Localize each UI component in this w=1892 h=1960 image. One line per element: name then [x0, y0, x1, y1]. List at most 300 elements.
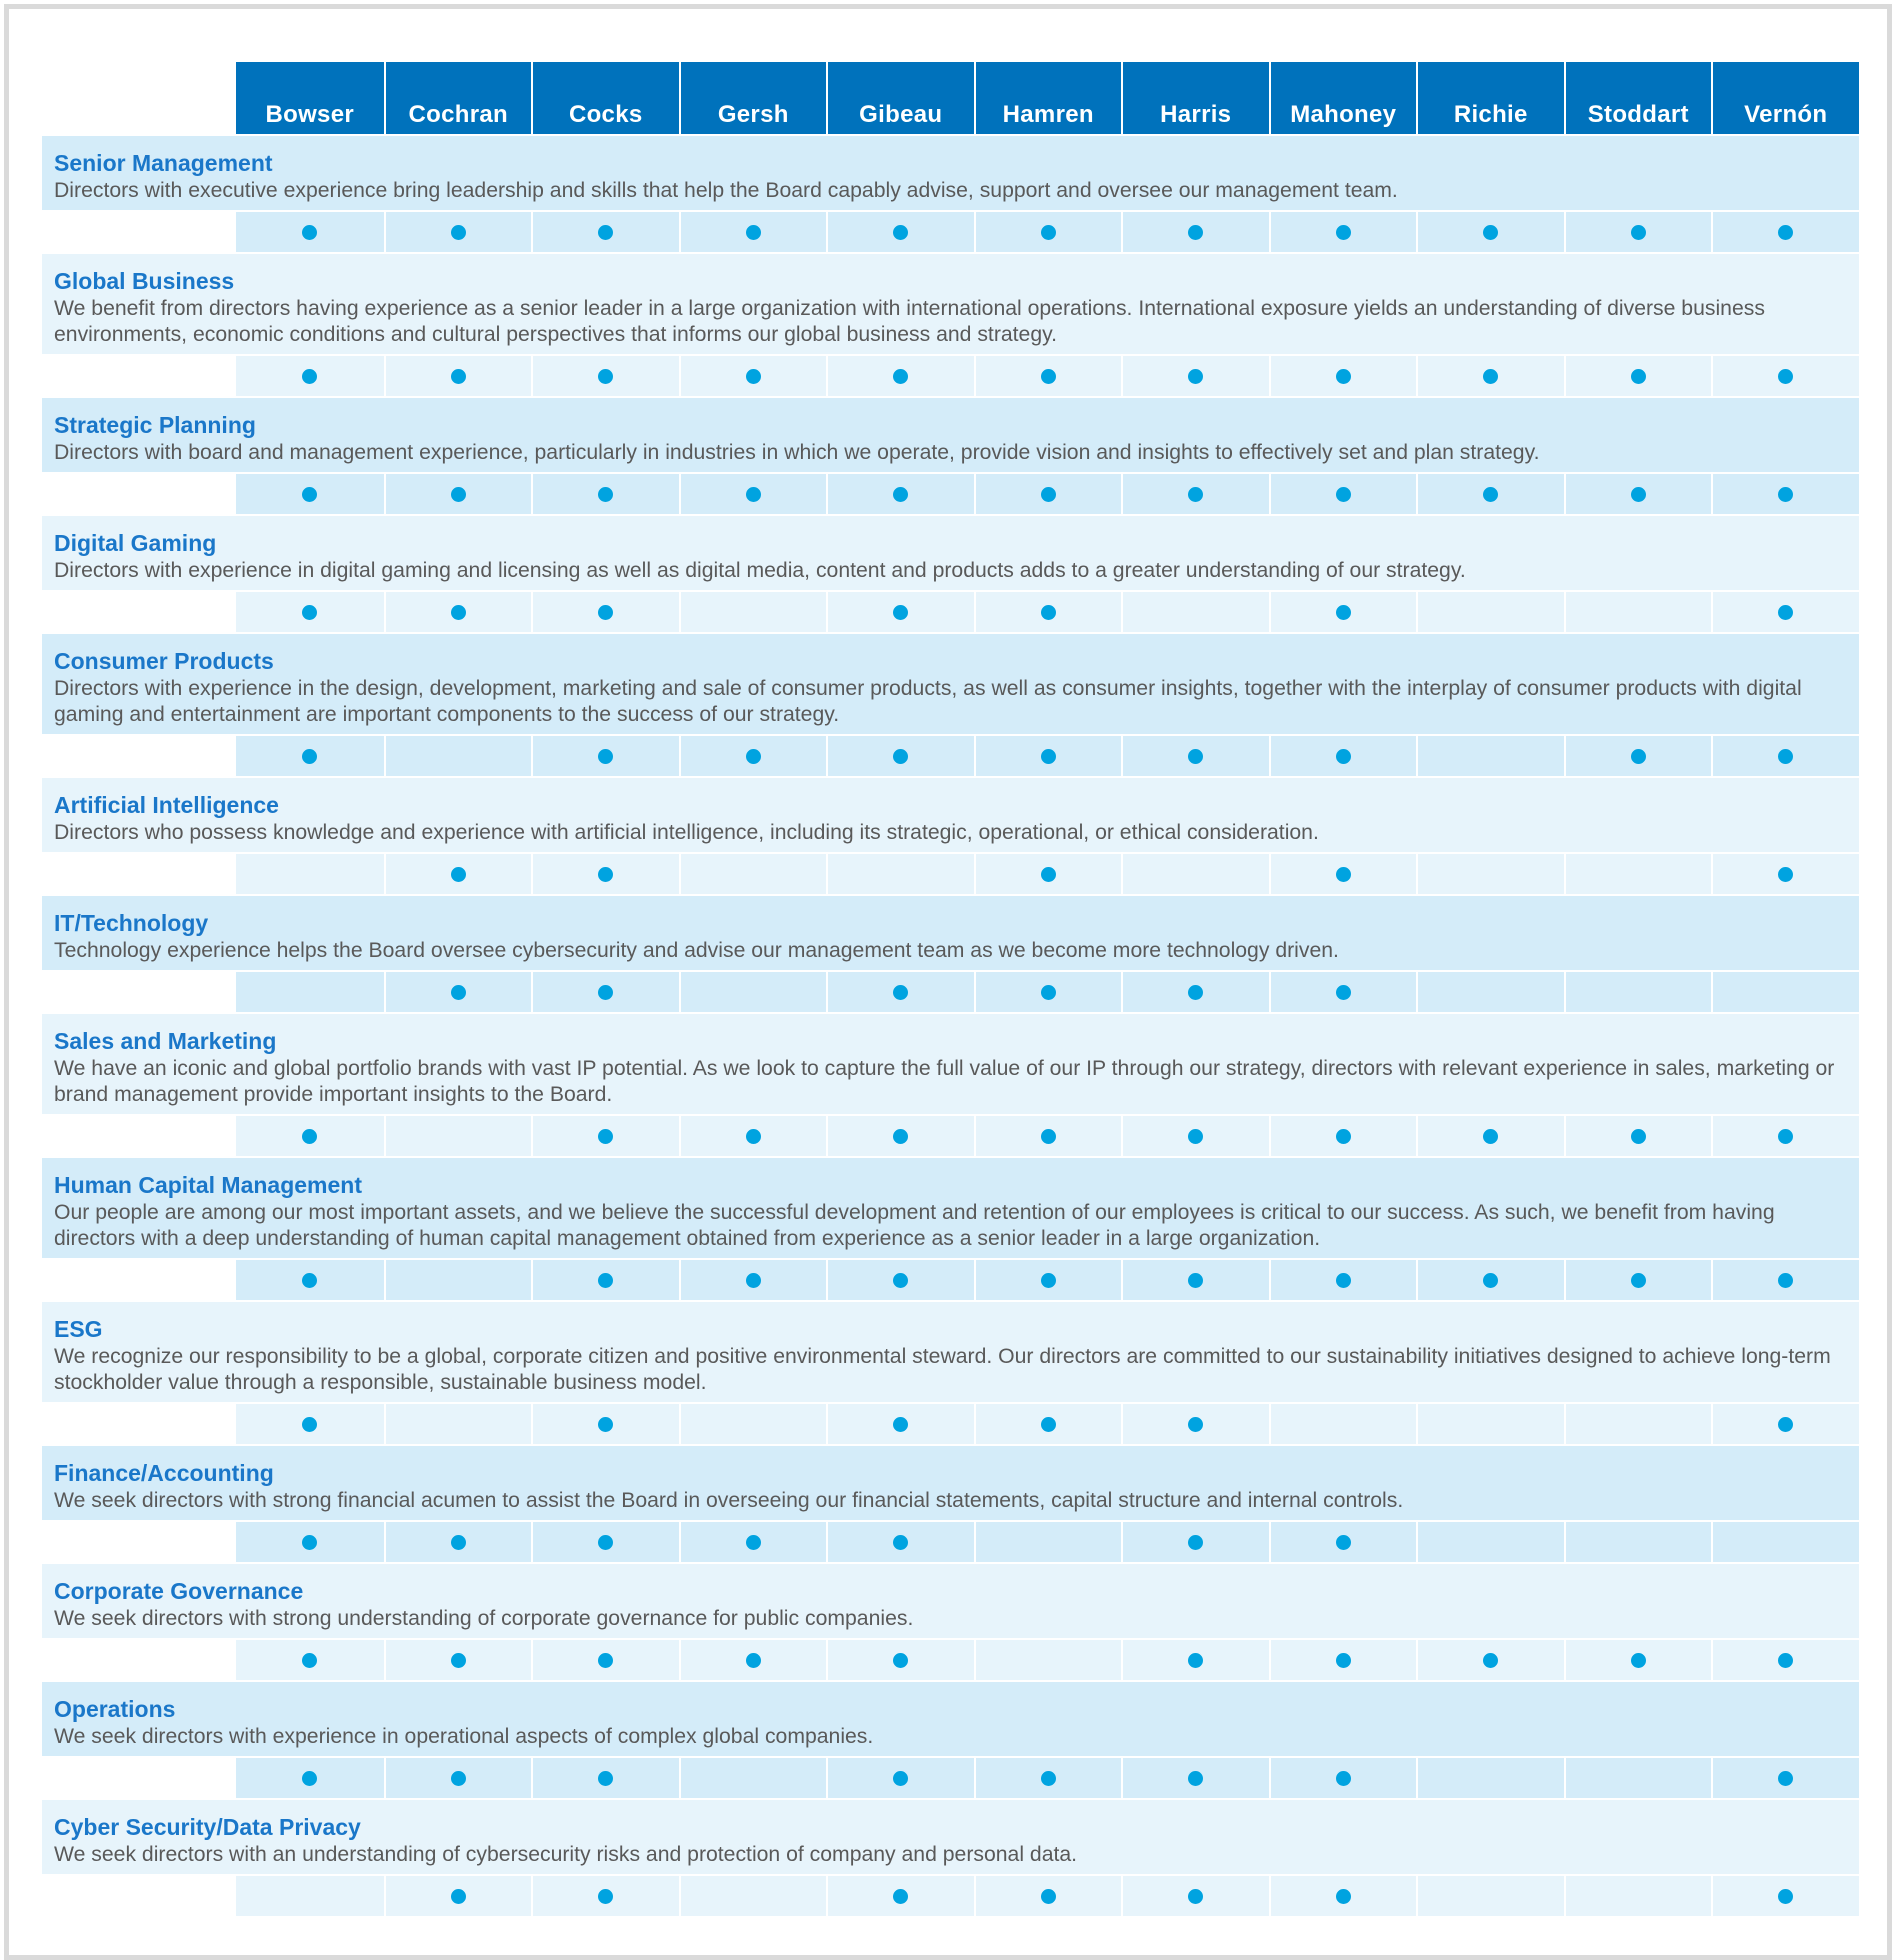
- skill-dot-icon: [451, 867, 466, 882]
- skill-dot-icon: [598, 1129, 613, 1144]
- skill-dot-icon: [893, 1653, 908, 1668]
- skill-description-block: [42, 398, 1859, 472]
- skill-cell: [974, 736, 1122, 776]
- skill-cell: [826, 1640, 974, 1680]
- director-header-row: [42, 62, 1859, 134]
- skill-cell: [236, 736, 384, 776]
- skill-dot-icon: [451, 1889, 466, 1904]
- skill-dot-icon: [893, 1889, 908, 1904]
- skill-title: IT/Technology: [54, 910, 209, 936]
- skill-cell: [236, 1640, 384, 1680]
- skill-dot-icon: [1336, 225, 1351, 240]
- skill-dot-icon: [746, 749, 761, 764]
- skill-dot-icon: [1336, 605, 1351, 620]
- skill-description: We seek directors with an understanding of cybersecurity risks and protection of company and personal data.: [54, 1843, 1078, 1866]
- skill-dot-icon: [1778, 1653, 1793, 1668]
- director-header-cell: Cocks: [531, 62, 679, 134]
- skill-cell: [236, 474, 384, 514]
- skill-cell: [384, 212, 532, 252]
- skill-cell: [1564, 736, 1712, 776]
- skill-dot-icon: [598, 225, 613, 240]
- director-header-cell: Bowser: [236, 62, 384, 134]
- skill-dot-icon: [598, 1535, 613, 1550]
- skill-cell: [384, 736, 532, 776]
- skill-cell: [1269, 212, 1417, 252]
- skill-dot-icon: [893, 1771, 908, 1786]
- skill-dot-icon: [1041, 487, 1056, 502]
- header-spacer: [42, 62, 236, 134]
- skill-cell: [384, 1404, 532, 1444]
- skill-cell: [1121, 1522, 1269, 1562]
- dot-row-spacer: [42, 854, 236, 894]
- skill-cell: [531, 1758, 679, 1798]
- skill-cell: [531, 854, 679, 894]
- skill-title: ESG: [54, 1316, 103, 1342]
- skill-cell: [826, 1876, 974, 1916]
- skill-dot-icon: [1188, 1535, 1203, 1550]
- skill-row: [42, 1302, 1859, 1444]
- skill-cell: [679, 854, 827, 894]
- skill-dot-icon: [893, 605, 908, 620]
- skill-cell: [531, 1876, 679, 1916]
- skill-title: Human Capital Management: [54, 1172, 362, 1198]
- skill-cell: [236, 356, 384, 396]
- skill-dot-icon: [598, 1273, 613, 1288]
- skill-cell: [531, 1640, 679, 1680]
- skill-dot-icon: [598, 867, 613, 882]
- skill-row: [42, 1446, 1859, 1562]
- skill-cell: [1121, 356, 1269, 396]
- skill-dot-icon: [1483, 1273, 1498, 1288]
- skill-dot-icon: [1778, 1129, 1793, 1144]
- skill-dot-icon: [1778, 225, 1793, 240]
- skill-cell: [1269, 972, 1417, 1012]
- skill-cell: [1121, 736, 1269, 776]
- skill-title: Operations: [54, 1696, 176, 1722]
- skill-cell: [384, 1876, 532, 1916]
- skill-cell: [679, 1876, 827, 1916]
- skill-cell: [1121, 592, 1269, 632]
- skill-dot-icon: [893, 749, 908, 764]
- skill-cell: [1711, 356, 1859, 396]
- skill-cell: [974, 972, 1122, 1012]
- skill-cell: [1269, 736, 1417, 776]
- skill-row: [42, 254, 1859, 396]
- skill-dot-icon: [1336, 1771, 1351, 1786]
- skill-cell: [1269, 1522, 1417, 1562]
- skill-dot-icon: [451, 487, 466, 502]
- skill-dot-icon: [302, 1417, 317, 1432]
- skill-dot-icon: [451, 1771, 466, 1786]
- skill-dot-row: [42, 1260, 1859, 1300]
- skill-dot-icon: [451, 1653, 466, 1668]
- skill-dot-icon: [451, 225, 466, 240]
- skill-dot-icon: [1188, 1653, 1203, 1668]
- skill-cell: [1121, 854, 1269, 894]
- skill-dot-icon: [1188, 1273, 1203, 1288]
- skill-cell: [1416, 1116, 1564, 1156]
- skill-cell: [1416, 854, 1564, 894]
- skill-dot-icon: [302, 369, 317, 384]
- skill-dot-row: [42, 1640, 1859, 1680]
- skill-dot-icon: [302, 225, 317, 240]
- skill-dot-row: [42, 212, 1859, 252]
- skill-dot-icon: [1631, 1653, 1646, 1668]
- skill-dot-icon: [1778, 1417, 1793, 1432]
- skill-dot-icon: [1336, 1273, 1351, 1288]
- skill-cell: [679, 736, 827, 776]
- skill-dot-icon: [302, 1535, 317, 1550]
- skill-description: We seek directors with strong understanding of corporate governance for public companies.: [54, 1607, 914, 1630]
- skill-cell: [236, 1876, 384, 1916]
- skill-cell: [679, 1758, 827, 1798]
- skill-dot-icon: [1483, 1653, 1498, 1668]
- skill-cell: [1711, 474, 1859, 514]
- director-header-cell: Hamren: [974, 62, 1122, 134]
- skill-description: We have an iconic and global portfolio brands with vast IP potential. As we look to capture the full value of our IP through our strategy, directors with relevant experience in sales, marketing or brand management provide important insights to the Board.: [54, 1057, 1835, 1106]
- skill-dot-row: [42, 592, 1859, 632]
- skill-title: Strategic Planning: [54, 412, 256, 438]
- skill-title: Digital Gaming: [54, 530, 217, 556]
- skill-dot-icon: [893, 1129, 908, 1144]
- skill-row: [42, 1682, 1859, 1798]
- skill-description-block: [42, 1800, 1859, 1874]
- dot-row-spacer: [42, 474, 236, 514]
- director-header-cell: Cochran: [384, 62, 532, 134]
- skill-description: Technology experience helps the Board oversee cybersecurity and advise our management team as we become more technology driven.: [54, 939, 1339, 962]
- skill-cell: [826, 474, 974, 514]
- skills-body: [42, 136, 1859, 1916]
- skill-cell: [1416, 474, 1564, 514]
- dot-row-spacer: [42, 1116, 236, 1156]
- skill-cell: [1416, 972, 1564, 1012]
- skill-cell: [236, 1404, 384, 1444]
- skill-cell: [384, 1758, 532, 1798]
- dot-row-spacer: [42, 1522, 236, 1562]
- dot-row-spacer: [42, 356, 236, 396]
- skill-row: [42, 398, 1859, 514]
- skill-dot-icon: [1778, 369, 1793, 384]
- skill-dot-icon: [302, 749, 317, 764]
- skill-description: We benefit from directors having experience as a senior leader in a large organization with international operations. International exposure yields an understanding of diverse business environments, economic conditions and cultural perspectives that informs our global business and strategy.: [54, 297, 1765, 346]
- skill-dot-icon: [302, 1129, 317, 1144]
- skill-row: [42, 896, 1859, 1012]
- skill-cell: [974, 1876, 1122, 1916]
- skill-cell: [236, 592, 384, 632]
- dot-row-spacer: [42, 1876, 236, 1916]
- skill-dot-icon: [893, 1535, 908, 1550]
- skill-description-block: [42, 1158, 1859, 1258]
- skill-title: Senior Management: [54, 150, 273, 176]
- director-header-cell: Harris: [1121, 62, 1269, 134]
- skill-cell: [384, 1522, 532, 1562]
- skill-cell: [1269, 1758, 1417, 1798]
- skill-cell: [384, 1116, 532, 1156]
- skill-dot-row: [42, 1116, 1859, 1156]
- skill-description: Directors with experience in the design, development, marketing and sale of consumer products, as well as consumer insights, together with the interplay of consumer products with digital gaming and entertainment are important components to the success of our strategy.: [54, 677, 1802, 726]
- skill-dot-icon: [746, 1273, 761, 1288]
- skill-cell: [1711, 1404, 1859, 1444]
- skill-cell: [826, 854, 974, 894]
- skill-cell: [1564, 1522, 1712, 1562]
- skill-title: Sales and Marketing: [54, 1028, 277, 1054]
- skill-cell: [1711, 1522, 1859, 1562]
- skill-cell: [236, 1758, 384, 1798]
- skill-dot-icon: [451, 985, 466, 1000]
- skill-cell: [974, 854, 1122, 894]
- skill-dot-icon: [1041, 1273, 1056, 1288]
- skill-dot-icon: [1188, 985, 1203, 1000]
- skill-cell: [531, 474, 679, 514]
- skill-row: [42, 778, 1859, 894]
- skill-cell: [974, 1522, 1122, 1562]
- dot-row-spacer: [42, 736, 236, 776]
- skill-cell: [384, 1640, 532, 1680]
- skill-dot-icon: [1041, 225, 1056, 240]
- skill-cell: [1711, 1640, 1859, 1680]
- skill-cell: [1121, 972, 1269, 1012]
- skill-cell: [1416, 592, 1564, 632]
- skill-dot-icon: [746, 1535, 761, 1550]
- skill-dot-icon: [1778, 1889, 1793, 1904]
- skill-title: Finance/Accounting: [54, 1460, 274, 1486]
- skill-cell: [1121, 1876, 1269, 1916]
- skill-title: Cyber Security/Data Privacy: [54, 1814, 361, 1840]
- skill-cell: [236, 1522, 384, 1562]
- skill-dot-icon: [598, 605, 613, 620]
- skill-cell: [1416, 212, 1564, 252]
- skill-dot-icon: [1188, 225, 1203, 240]
- skill-dot-icon: [893, 985, 908, 1000]
- skill-cell: [531, 1522, 679, 1562]
- skill-dot-icon: [1483, 225, 1498, 240]
- skill-dot-icon: [1778, 749, 1793, 764]
- skill-cell: [1711, 592, 1859, 632]
- skill-description-block: [42, 896, 1859, 970]
- skill-description: Directors with executive experience bring leadership and skills that help the Board capably advise, support and oversee our management team.: [54, 179, 1398, 202]
- skill-dot-icon: [302, 1653, 317, 1668]
- skill-cell: [974, 1260, 1122, 1300]
- skill-dot-icon: [302, 1771, 317, 1786]
- skill-dot-icon: [1041, 1129, 1056, 1144]
- skill-dot-icon: [598, 749, 613, 764]
- skill-cell: [974, 1758, 1122, 1798]
- skill-dot-icon: [598, 1771, 613, 1786]
- skill-cell: [1269, 1876, 1417, 1916]
- skill-dot-icon: [1483, 1129, 1498, 1144]
- skill-title: Consumer Products: [54, 648, 274, 674]
- skill-dot-icon: [1778, 1273, 1793, 1288]
- skill-dot-icon: [1483, 369, 1498, 384]
- skill-cell: [1564, 592, 1712, 632]
- skill-dot-icon: [1188, 1889, 1203, 1904]
- skill-cell: [679, 1522, 827, 1562]
- skill-dot-row: [42, 736, 1859, 776]
- skill-cell: [1269, 1260, 1417, 1300]
- skill-cell: [974, 212, 1122, 252]
- director-header-cell: Mahoney: [1269, 62, 1417, 134]
- skill-cell: [384, 972, 532, 1012]
- skill-dot-icon: [1041, 867, 1056, 882]
- skill-dot-row: [42, 1758, 1859, 1798]
- skill-dot-icon: [746, 487, 761, 502]
- skill-cell: [236, 854, 384, 894]
- skill-cell: [531, 736, 679, 776]
- skill-description: We seek directors with experience in operational aspects of complex global companies.: [54, 1725, 874, 1748]
- dot-row-spacer: [42, 1758, 236, 1798]
- dot-row-spacer: [42, 1640, 236, 1680]
- skill-row: [42, 1800, 1859, 1916]
- skill-cell: [531, 592, 679, 632]
- director-header-cell: Gersh: [679, 62, 827, 134]
- dot-row-spacer: [42, 592, 236, 632]
- skill-dot-icon: [893, 369, 908, 384]
- skill-dot-icon: [1336, 1889, 1351, 1904]
- skill-dot-row: [42, 1876, 1859, 1916]
- skill-dot-icon: [746, 369, 761, 384]
- director-header-cell: Richie: [1416, 62, 1564, 134]
- skill-row: [42, 1158, 1859, 1300]
- skill-cell: [1564, 1640, 1712, 1680]
- skill-cell: [1564, 474, 1712, 514]
- skill-dot-icon: [1041, 605, 1056, 620]
- skills-matrix: [42, 62, 1859, 1916]
- skill-cell: [679, 1404, 827, 1444]
- skill-cell: [1416, 1640, 1564, 1680]
- skill-cell: [679, 1640, 827, 1680]
- dot-row-spacer: [42, 1404, 236, 1444]
- skill-dot-icon: [1188, 1129, 1203, 1144]
- skill-row: [42, 136, 1859, 252]
- skill-cell: [1564, 854, 1712, 894]
- skill-dot-icon: [451, 1535, 466, 1550]
- skill-cell: [531, 212, 679, 252]
- skill-cell: [236, 212, 384, 252]
- skill-cell: [1269, 592, 1417, 632]
- skill-dot-row: [42, 1404, 1859, 1444]
- skill-dot-icon: [598, 985, 613, 1000]
- skill-cell: [384, 474, 532, 514]
- skill-cell: [679, 1116, 827, 1156]
- skill-cell: [1121, 1640, 1269, 1680]
- skill-dot-icon: [893, 487, 908, 502]
- skill-cell: [826, 972, 974, 1012]
- skill-cell: [1269, 1116, 1417, 1156]
- skill-row: [42, 1014, 1859, 1156]
- skill-cell: [1269, 474, 1417, 514]
- skill-cell: [1564, 1260, 1712, 1300]
- skill-description: Our people are among our most important assets, and we believe the successful development and retention of our employees is critical to our success. As such, we benefit from having directors with a deep understanding of human capital management obtained from experience as a senior leader in a large organization.: [54, 1201, 1775, 1250]
- skill-dot-icon: [1631, 225, 1646, 240]
- skill-dot-icon: [1188, 1771, 1203, 1786]
- skill-dot-icon: [1631, 749, 1646, 764]
- skill-cell: [1121, 1260, 1269, 1300]
- skill-dot-icon: [1778, 487, 1793, 502]
- skill-dot-icon: [598, 487, 613, 502]
- skill-description-block: [42, 1682, 1859, 1756]
- skill-dot-icon: [598, 1653, 613, 1668]
- skill-dot-icon: [1188, 369, 1203, 384]
- skill-dot-icon: [1041, 1771, 1056, 1786]
- skill-dot-icon: [1778, 867, 1793, 882]
- skill-cell: [1711, 854, 1859, 894]
- skill-description-block: [42, 634, 1859, 734]
- skill-dot-icon: [302, 487, 317, 502]
- skill-dot-row: [42, 1522, 1859, 1562]
- skill-cell: [679, 592, 827, 632]
- skill-dot-icon: [893, 1417, 908, 1432]
- skill-dot-icon: [598, 369, 613, 384]
- skill-dot-icon: [1336, 985, 1351, 1000]
- skill-description: Directors who possess knowledge and experience with artificial intelligence, including its strategic, operational, or ethical consideration.: [54, 821, 1319, 844]
- skill-dot-icon: [893, 1273, 908, 1288]
- skill-description-block: [42, 1564, 1859, 1638]
- skill-cell: [1269, 1404, 1417, 1444]
- skill-cell: [974, 1116, 1122, 1156]
- skill-cell: [1269, 1640, 1417, 1680]
- skill-cell: [236, 972, 384, 1012]
- dot-row-spacer: [42, 212, 236, 252]
- skill-dot-icon: [1188, 1417, 1203, 1432]
- skill-title: Corporate Governance: [54, 1578, 304, 1604]
- skill-description: We seek directors with strong financial acumen to assist the Board in overseeing our financial statements, capital structure and internal controls.: [54, 1489, 1404, 1512]
- skill-cell: [1711, 736, 1859, 776]
- skill-cell: [826, 1522, 974, 1562]
- dot-row-spacer: [42, 1260, 236, 1300]
- skill-cell: [679, 474, 827, 514]
- skill-cell: [974, 592, 1122, 632]
- skill-cell: [679, 972, 827, 1012]
- director-header-cell: Gibeau: [826, 62, 974, 134]
- skill-cell: [531, 1404, 679, 1444]
- skill-cell: [826, 736, 974, 776]
- skill-dot-icon: [1631, 1129, 1646, 1144]
- skill-cell: [1416, 1758, 1564, 1798]
- skill-dot-icon: [1778, 1771, 1793, 1786]
- skill-description-block: [42, 1014, 1859, 1114]
- skill-cell: [826, 212, 974, 252]
- skill-cell: [531, 356, 679, 396]
- skill-description-block: [42, 778, 1859, 852]
- skill-cell: [384, 1260, 532, 1300]
- skill-cell: [974, 1404, 1122, 1444]
- skill-cell: [531, 1260, 679, 1300]
- skill-cell: [826, 1116, 974, 1156]
- skill-cell: [1416, 1522, 1564, 1562]
- skill-cell: [826, 592, 974, 632]
- skill-cell: [1711, 1116, 1859, 1156]
- skill-cell: [1121, 474, 1269, 514]
- skill-dot-icon: [302, 605, 317, 620]
- skill-row: [42, 516, 1859, 632]
- skill-cell: [1416, 356, 1564, 396]
- skill-dot-icon: [1631, 487, 1646, 502]
- skill-cell: [1121, 1758, 1269, 1798]
- skill-cell: [679, 356, 827, 396]
- skill-cell: [826, 356, 974, 396]
- skill-cell: [531, 1116, 679, 1156]
- skill-dot-icon: [1336, 1535, 1351, 1550]
- skill-cell: [1711, 1758, 1859, 1798]
- skill-cell: [1269, 854, 1417, 894]
- skill-cell: [1121, 212, 1269, 252]
- skill-dot-icon: [1041, 369, 1056, 384]
- skill-cell: [236, 1116, 384, 1156]
- skill-dot-row: [42, 474, 1859, 514]
- skill-dot-icon: [1336, 1653, 1351, 1668]
- skill-cell: [679, 212, 827, 252]
- skill-cell: [974, 1640, 1122, 1680]
